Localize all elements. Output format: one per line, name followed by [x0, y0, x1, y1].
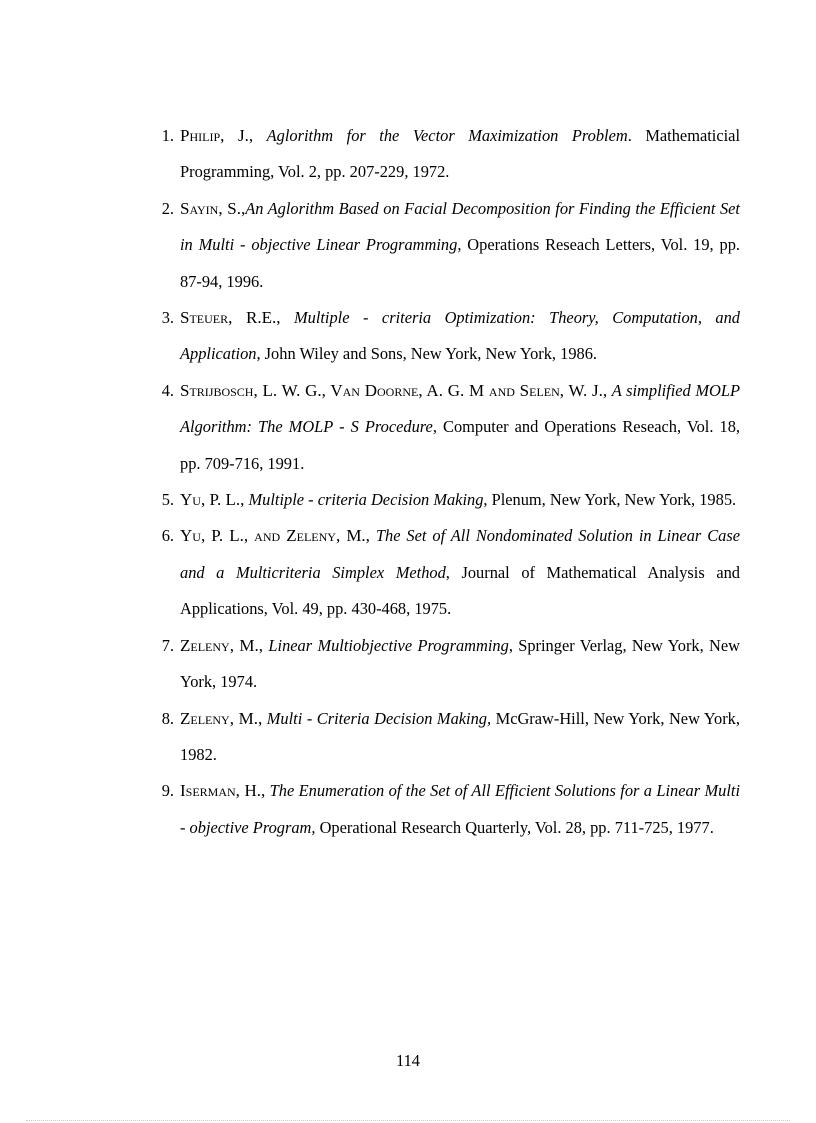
reference-title: The Set of All Nondominated Solution in Linear Case and a Multicriteria Simplex Method — [180, 526, 740, 582]
reference-item-6 — [150, 518, 740, 627]
reference-author: Yu, P. L., and Zeleny, M., — [180, 526, 370, 546]
reference-list — [150, 118, 740, 846]
reference-item-2 — [150, 191, 740, 300]
reference-details: , Journal of Mathematical Analysis and Applications, Vol. 49, pp. 430-468, 1975. — [180, 562, 740, 619]
reference-title: The Enumeration of the Set of All Efficient Solutions for a Linear Multi - objective Program, — [180, 781, 740, 837]
reference-item-7 — [150, 628, 740, 701]
reference-author: Zeleny, M., — [180, 635, 264, 655]
reference-item-1 — [150, 118, 740, 191]
reference-details: , Computer and Operations Reseach, Vol. 18, pp. 709-716, 1991. — [180, 417, 740, 473]
reference-author: Zeleny, M., — [180, 708, 263, 728]
reference-title: Multiple - criteria Optimization: Theory, Computation, and Application — [180, 308, 740, 364]
reference-details: , Plenum, New York, New York, 1985. — [483, 490, 737, 510]
reference-number: 1. — [161, 126, 174, 145]
reference-title: Multi - Criteria Decision Making, — [266, 708, 492, 728]
reference-number: 4. — [161, 380, 174, 400]
reference-number: 3. — [161, 308, 174, 328]
reference-item-4 — [150, 373, 740, 482]
reference-number: 2. — [161, 198, 174, 218]
reference-title: Multiple - criteria Decision Making — [248, 490, 484, 510]
reference-details: Operational Research Quarterly, Vol. 28, pp. 711-725, 1977. — [315, 817, 714, 837]
reference-details: , Springer Verlag, New York, New York, 1974. — [180, 635, 741, 692]
reference-number: 9. — [161, 781, 174, 801]
page-bottom-divider — [26, 1120, 790, 1121]
page-number: 114 — [396, 1051, 420, 1070]
reference-author: Philip, J., — [180, 126, 254, 145]
reference-author: Iserman, H., — [180, 781, 266, 801]
reference-details: , Operations Reseach Letters, Vol. 19, pp. 87-94, 1996. — [180, 235, 741, 291]
reference-title: Linear Multiobjective Programming — [268, 635, 509, 655]
reference-details: McGraw-Hill, New York, New York, 1982. — [180, 708, 740, 764]
reference-author: Yu, P. L., — [180, 490, 245, 510]
reference-number: 6. — [161, 526, 174, 546]
reference-title: A simplified MOLP Algorithm: The MOLP - S Procedure — [180, 380, 740, 437]
reference-title: Aglorithm for the Vector Maximization Problem — [266, 126, 628, 145]
reference-item-9 — [150, 773, 740, 846]
reference-item-5 — [150, 482, 740, 518]
reference-number: 5. — [161, 490, 174, 510]
reference-author: Strijbosch, L. W. G., Van Doorne, A. G. M and Selen, W. J., — [180, 380, 608, 400]
reference-item-8 — [150, 701, 740, 774]
reference-author: Steuer, R.E., — [180, 308, 281, 328]
reference-details: . Mathematicial Programming, Vol. 2, pp. 207-229, 1972. — [180, 126, 740, 182]
reference-item-3 — [150, 300, 740, 373]
reference-details: , John Wiley and Sons, New York, New York, 1986. — [256, 344, 598, 364]
reference-number: 8. — [161, 708, 174, 728]
reference-title: An Aglorithm Based on Facial Decomposition for Finding the Efficient Set in Multi - objective Linear Programming — [180, 198, 740, 255]
reference-author: Sayin, S., — [180, 198, 246, 218]
reference-number: 7. — [161, 635, 174, 655]
